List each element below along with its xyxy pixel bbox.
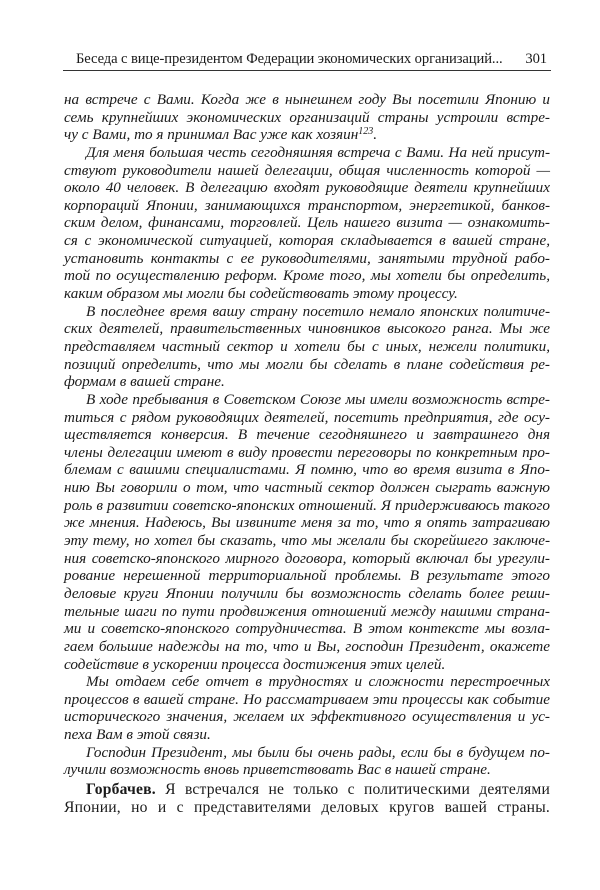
body-text (64, 91, 550, 818)
text-line: представляем частный сектор и хотели бы с иных, нежели политики, (64, 337, 550, 355)
text-line: содействие в ускорении процесса достижения этих целей. (64, 655, 446, 673)
text-line: семь крупнейших экономических организаций страны устроили встре- (64, 108, 550, 126)
text-line: формам в вашей стране. (64, 373, 225, 391)
paragraph (64, 391, 550, 673)
paragraph (64, 303, 550, 391)
running-head (63, 49, 551, 71)
text-line: ся с экономической ситуацией, которая складывается в вашей стране, (64, 232, 550, 250)
text-line: титься с рядом руководящих деятелей, посетить предприятия, где осу- (64, 408, 550, 426)
text-line: деловые круги Японии получили бы возможность сделать более реши- (64, 584, 550, 602)
text-line: ми и советско-японского сотрудничества. В этом контексте мы возла- (64, 620, 550, 638)
text-line: члены делегации имеют в виду провести переговоры по конкретным про- (64, 443, 550, 461)
text-line: процессов в вашей стране. Но рассматриваем эти процессы как событие (64, 690, 550, 708)
text-line: установить контакты с ее руководителями, занятыми трудной рабо- (64, 249, 550, 267)
text-line: Японии, но и с представителями деловых кругов вашей страны. (64, 799, 550, 817)
speaker-reply (64, 781, 550, 818)
paragraph (64, 744, 550, 779)
paragraph-continuation (64, 91, 550, 144)
text-line: Господин Президент, мы были бы очень рады, если бы в будущем по- (86, 743, 550, 761)
text-line: гаем большие надежды на то, что и Вы, господин Президент, окажете (64, 637, 550, 655)
text-segment: чу с Вами, то я принимал Вас уже как хозяин (64, 126, 359, 144)
text-line: пеха Вам в этой связи. (64, 726, 211, 744)
text-line: ских деятелей, правительственных чиновников высокого ранга. Мы же (64, 320, 550, 338)
text-line: корпораций Японии, занимающихся транспортом, энергетикой, банков- (64, 196, 550, 214)
text-line: исторического значения, желаем их эффективного осуществления и ус- (64, 708, 550, 726)
text-segment: . (373, 126, 378, 144)
text-line: эту тему, но хотел бы сказать, что мы желали бы скорейшего заключе- (64, 532, 550, 550)
text-line: позиций определить, что мы могли бы сделать в плане содействия ре- (64, 355, 550, 373)
text-line: ществляется конверсия. В течение сегодняшнего и завтрашнего дня (64, 426, 550, 444)
text-line (64, 126, 550, 144)
running-head-title: Беседа с вице-президентом Федерации экономических организаций... (76, 51, 503, 67)
text-line: Мы отдаем себе отчет в трудностях и сложности перестроечных (86, 673, 550, 691)
paragraph (64, 673, 550, 744)
text-line: блемам с вашими специалистами. Я помню, что во время визита в Япо- (64, 461, 550, 479)
text-line: В ходе пребывания в Советском Союзе мы имели возможность встре- (86, 390, 550, 408)
speaker-name: Горбачев. (86, 780, 156, 798)
text-line: роль в развитии советско-японских отношений. Я придерживаюсь такого (64, 496, 550, 514)
text-line: тельные шаги по пути продвижения отношений между нашими страна- (64, 602, 550, 620)
text-line: на встрече с Вами. Когда же в нынешнем году Вы посетили Японию и (64, 91, 550, 108)
text-line (64, 781, 550, 800)
paragraph (64, 144, 550, 303)
text-line: около 40 человек. В делегацию входят руководящие деятели крупнейших (64, 179, 550, 197)
text-line: ским делом, финансами, торговлей. Цель нашего визита — ознакомить- (64, 214, 550, 232)
text-line: ствуют руководители нашей делегации, общая численность которой — (64, 161, 550, 179)
text-segment: Я встречался не только с политическими деятелями (155, 780, 550, 798)
text-line: рование нерешенной территориальной проблемы. В результате этого (64, 567, 550, 585)
text-line: Для меня большая честь сегодняшняя встреча с Вами. На ней присут- (86, 143, 550, 161)
text-line: каким образом мы могли бы содействовать этому процессу. (64, 285, 458, 303)
footnote-reference[interactable]: 123 (358, 126, 374, 138)
text-line: В последнее время вашу страну посетило немало японских политиче- (86, 302, 550, 320)
text-line: лучили возможность вновь приветствовать Вас в нашей стране. (64, 761, 491, 779)
page-number: 301 (525, 51, 547, 67)
text-line: нию Вы говорили о том, что частный сектор должен сыграть важную (64, 479, 550, 497)
text-line: же мнения. Надеюсь, Вы извините меня за то, что я опять затрагиваю (64, 514, 550, 532)
text-line: ния советско-японского мирного договора, который включал бы урегули- (64, 549, 550, 567)
text-line: той по осуществлению реформ. Кроме того, мы хотели бы определить, (64, 267, 550, 285)
